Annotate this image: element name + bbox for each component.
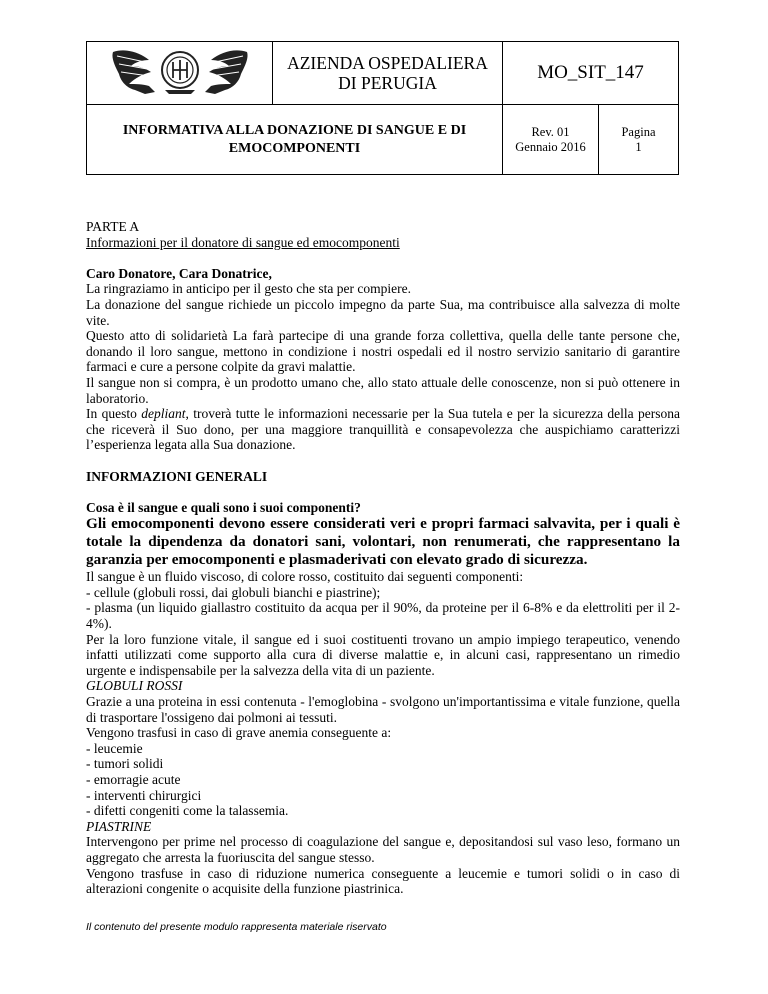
organization-name-line2: DI PERUGIA <box>338 73 437 93</box>
revision-number: Rev. 01 <box>531 124 570 139</box>
document-body <box>86 219 680 897</box>
blood-description: - cellule (globuli rossi, dai globuli bianchi e piastrine); <box>86 584 381 600</box>
depliant-paragraph <box>86 406 680 453</box>
blood-description: Il sangue è un fluido viscoso, di colore rosso, costituito dai seguenti componenti: <box>86 569 524 585</box>
platelets-heading: PIASTRINE <box>86 818 152 834</box>
platelets-text: Vengono trasfuse in caso di riduzione numerica conseguente a leucemie e tumori solidi o in caso di alterazioni congenite o acquisite della funzione piastrinica. <box>86 865 680 897</box>
rbc-list-item: - interventi chirurgici <box>86 787 202 803</box>
depliant-word: depliant <box>141 406 186 422</box>
greeting: Caro Donatore, Cara Donatrice, <box>86 265 272 281</box>
document-title-line1: INFORMATIVA ALLA DONAZIONE DI SANGUE E DI <box>122 122 467 138</box>
page-number: 1 <box>635 139 642 154</box>
part-label: PARTE A <box>86 219 140 234</box>
intro-paragraph: Il sangue non si compra, è un prodotto umano che, allo stato attuale delle conoscenze, non si può ottenere in laboratorio. <box>86 374 680 406</box>
rbc-list-item: - leucemie <box>86 740 143 756</box>
rbc-text: Grazie a una proteina in essi contenuta - l'emoglobina - svolgono un'importantissima e vitale funzione, quella di trasportare l'ossigeno dai polmoni ai tessuti. <box>86 694 680 725</box>
logo-cell <box>87 42 273 105</box>
blood-description: Per la loro funzione vitale, il sangue ed i suoi costituenti trovano un ampio impiego terapeutico, venendo infatti utilizzati come supporto alla cura di diverse malattie e, in alcuni casi, rappresentano un rimedio urgente e indispensabile per la salvezza della vita di un paziente. <box>86 631 680 678</box>
organization-name-line1: AZIENDA OSPEDALIERA <box>287 53 488 73</box>
depliant-post: , troverà tutte le informazioni necessarie per la Sua tutela e per la sicurezza della persona che riceverà il Suo dono, per una maggiore tranquillità e consapevolezza che auspichiamo caratterizzi l’esperienza legata alla Sua donazione. <box>86 406 680 453</box>
highlight-paragraph: Gli emocomponenti devono essere considerati veri e propri farmaci salvavita, per i quali è totale la dipendenza da donatori sani, volontari, non renumerati, che rappresentano la garanzia per emocomponenti e plasmaderivati con elevato grado di sicurezza. <box>86 515 680 569</box>
platelets-text: Intervengono per prime nel processo di coagulazione del sangue e, depositandosi sul vaso leso, formano un aggregato che arresta la fuoriuscita del sangue stesso. <box>86 834 680 865</box>
document-title-line2: EMOCOMPONENTI <box>228 140 361 156</box>
rbc-list-item: - emorragie acute <box>86 772 181 787</box>
intro-paragraph: La donazione del sangue richiede un piccolo impegno da parte Sua, ma contribuisce alla salvezza di molte vite. <box>86 296 680 328</box>
document-header <box>86 41 679 175</box>
revision-date: Gennaio 2016 <box>515 139 586 154</box>
griffin-crest-icon <box>105 44 255 98</box>
part-subtitle: Informazioni per il donatore di sangue ed emocomponenti <box>86 234 400 250</box>
organization-cell <box>273 42 503 105</box>
rbc-list-item: - difetti congeniti come la talassemia. <box>86 803 289 819</box>
rbc-list-item: - tumori solidi <box>86 756 164 772</box>
rbc-text: Vengono trasfusi in caso di grave anemia conseguente a: <box>86 725 392 741</box>
question-heading: Cosa è il sangue e quali sono i suoi componenti? <box>86 499 361 515</box>
intro-paragraph: La ringraziamo in anticipo per il gesto che sta per compiere. <box>86 281 411 297</box>
page-label: Pagina <box>621 124 656 139</box>
footer-note: Il contenuto del presente modulo rappresenta materiale riservato <box>86 921 387 933</box>
blood-description: - plasma (un liquido giallastro costituito da acqua per il 90%, da proteine per il 6-8% e da elettroliti per il 2-4%). <box>86 600 680 632</box>
intro-paragraph: Questo atto di solidarietà La farà partecipe di una grande forza collettiva, quella delle tante persone che, donando il loro sangue, mettono in condizione i nostri ospedali ed il nostro servizio sanitario di garantire farmaci e cure a persone colpite da gravi malattie. <box>86 328 680 375</box>
document-code: MO_SIT_147 <box>537 62 644 83</box>
document-code-cell <box>503 42 679 105</box>
depliant-pre: In questo <box>86 406 142 422</box>
revision-cell <box>503 105 599 175</box>
rbc-heading: GLOBULI ROSSI <box>86 678 183 694</box>
document-title-cell <box>87 105 503 175</box>
general-heading: INFORMAZIONI GENERALI <box>86 468 268 484</box>
page-cell <box>599 105 679 175</box>
